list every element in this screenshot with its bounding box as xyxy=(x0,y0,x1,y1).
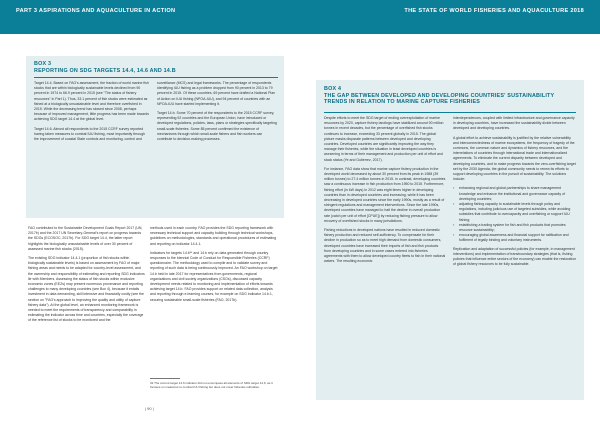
box3-title: REPORTING ON SDG TARGETS 14.4, 14.6 AND 14.B xyxy=(34,67,176,74)
box3-paragraph: Target 14.4. Based on FAO's assessment, the fraction of world marine fish stocks that are within biologically sustainable levels declined from 90 percent in 1974 to 66.9 percent in 2015 (see "The status of fishery resources" in Part 1). Thus, 33.1 percent of fish stocks were estimated as fished at a biologically unsustainable level and therefore overfished in 2015. While the decreasing trend has slowed since 2008, perhaps because of improved management, little progress has been made towards achieving SDG target 14.4 at the global level. xyxy=(34,81,149,122)
box4-paragraph: Fishing reductions in developed nations have resulted in reduced domestic fishery production and reduced self-sufficiency. To compensate for their decline in production so as to meet high demand from domestic consumers, developed countries have increased their imports of fish and fish products from developing countries and in some cases entered into fisheries agreements with them to allow developed country fleets to fish in their national waters. The resulting economic xyxy=(324,228,446,264)
box4-paragraph: A global effort to achieve sustainability is justified by the relative vulnerability and interconnectedness of marine ecosystems, the frequency of tragedy of the commons, the common nature and dynamics of fishery resources, and the interrelations of countries through international trade and internationalized agreements. To eliminate the current disparity between developed and developing countries, and to make progress towards the zero-overfishing target set by the 2030 Agenda, the global community needs to renew its efforts to support developing countries in the pursuit of sustainability. The solutions include: xyxy=(453,135,576,182)
list-item: ▪ encouraging global awareness and financial support for ratification and fulfilment of legally binding and voluntary instruments. xyxy=(459,233,576,243)
box4-heading xyxy=(324,86,576,106)
body-paragraph: methods used in each country. FAO provides the SDG reporting framework with necessary technical support and capacity building through technical workshops, guidelines on methodologies, standards and operational procedures of estimating and reporting on indicator 14.4.1. xyxy=(150,226,277,246)
box4-solution-list xyxy=(453,186,576,243)
box4-paragraph: interdependences, coupled with limited infrastructure and governance capacity in developing countries, have increased the sustainability divide between developed and developing countries. xyxy=(453,116,575,131)
box4-rule xyxy=(324,112,576,113)
box4-paragraph: Replication and adaptation of successful policies (for example, in management interventions) and implementation of transboundary strategies (that is, fishing policies that influence entire sectors of the economy) can enable the restoration of global fishery resources to be fully sustainable. xyxy=(453,246,576,267)
list-item: ▪ establishing a trading system for fish and fish products that promotes resource sustainability; xyxy=(459,223,576,233)
body-paragraph: FAO contributed to the Sustainable Development Goals Report 2017 (UN, 2017b) and the 2017 UN Secretary-General's report on progress towards the SDGs (ECOSOC, 2017b). For SDG target 14.4, the latter report highlights the biologically unsustainable levels of over 30 percent of assessed marine fish stocks (2015). xyxy=(28,226,143,251)
footnote-rule xyxy=(150,378,180,379)
header-bar xyxy=(0,0,600,34)
box4-column-2 xyxy=(453,116,576,271)
box4-paragraph: For instance, FAO data show that marine capture fishery production in the developed world decreased by about 30 percent from its peak in 1988 (39 million tonnes) to 27.4 million tonnes in 2015. In contrast, developing countries saw a continuous increase in fish production from 1950 to 2015. Furthermore, fishing effort (in kW days) in 2012 was eight times higher in developing countries than in developed countries and increasing, while it has been decreasing in developed countries since the early 1990s, mostly as a result of stringent regulations and management interventions. Since the late 1990s, developed countries have managed to halt the decline in overall production rate (catch per unit of effort [CPUE]) by reducing fishing pressure to allow recovery of overfished stocks in many jurisdictions. xyxy=(324,166,446,223)
box3-paragraph: Target 14.b. Some 70 percent of the respondents to the 2015 CCRF survey, representing 92 countries and the European Union, have introduced or developed regulations, policies, laws, plans or strategies specifically targeting small-scale fisheries. Some 85 percent confirmed the existence of mechanisms through which small-scale fishers and fish workers can contribute to decision-making processes. xyxy=(157,111,277,142)
box3-column-1 xyxy=(34,81,150,146)
box3-number: BOX 3 xyxy=(34,61,52,67)
footnote: 32 The current target 14.6 indicator did not encompass all elements of SDG target 14.6, as it focuses on measures to combat IUU fishing but does not cover fisheries subsidies. xyxy=(150,381,273,390)
body-paragraph: Indicators for targets 14.6** and 14.b rely on data generated through country responses to the biennial Code of Conduct for Responsible Fisheries (CCRF) questionnaire. The methodology used to compile and to validate survey and reporting of such data is being continuously improved. An FAO workshop on target 14.b held in late 2017 for representatives from governments, regional organizations and civil society organizations (CSOs), discussed capacity development needs related to monitoring and implementation of efforts towards achieving target 14.b. FAO provides support on related data collection, analysis and reporting through e-learning courses, for example on SDG indicator 14.b.1, securing sustainable small-scale fisheries (FAO, 2017b). xyxy=(150,250,278,302)
running-header-right: THE STATE OF WORLD FISHERIES AND AQUACULTURE 2018 xyxy=(404,8,584,14)
box3-rule xyxy=(34,77,278,78)
box3-column-2 xyxy=(157,81,278,146)
box4-column-1 xyxy=(324,116,446,268)
box3-paragraph: surveillance (MCS) and legal frameworks. The percentage of respondents identifying IUU fishing as a problem dropped from 90 percent in 2013 to 79 percent in 2015. Of these countries, 69 percent have drafted a National Plan of Action on IUU fishing (NPOA-IUU), and 94 percent of countries with an NPOA-IUU have started implementing it. xyxy=(157,81,276,106)
box3-heading xyxy=(34,61,278,74)
page-number: | 90 | xyxy=(145,406,154,411)
main-left-column-2 xyxy=(150,226,278,307)
list-item: ▪ adjusting fishing capacity to sustainable levels through policy and regulations, including judicious use of targeted subsidies, while avoiding subsidies that contribute to overcapacity and overfishing or support IUU fishing; xyxy=(459,202,576,223)
body-paragraph: The existing SDG indicator 14.4.1 (proportion of fish stocks within biologically sustainable levels) is based on assessment by FAO of major fishing areas and needs to be adapted for country-level assessment, and the ownership and responsibility of estimating and reporting SDG indicators lie with Members. Assessing the status of fish stocks within exclusive economic zones (EEZs) may present numerous provenance and reporting challenges to many developing countries (see Box 4), because it entails investment in data demanding, skill intensive and financially costly (see the section on "FAO's approach to improving the quality and utility of capture fishery data"). At the global level, an enhanced monitoring framework is needed to meet the requirements of transparency and comparability in estimating the indicator across time and countries, especially the coverage of the reference list of stocks to be monitored and the xyxy=(28,256,145,323)
main-left-column-1 xyxy=(28,226,145,328)
box4-paragraph: Despite efforts to meet the SDG target of ending overexploitation of marine resources by 2020, capture fishery landings have stabilized around 90 million tonnes in recent decades, but the percentage of overfished fish stocks continues to increase, exceeding 33 percent globally in 2015. The global picture masks disparate patterns between developed and developing countries. Developed countries are significantly improving the way they manage their fisheries, while the situation in least developed countries is worsening in terms of their management and production per unit of effort and stock status (Ye and Gutierrez, 2017). xyxy=(324,116,444,162)
box4-number: BOX 4 xyxy=(324,86,342,92)
list-item: ▪ enhancing regional and global partnerships to share management knowledge and enhance the institutional and governance capacity of developing countries; xyxy=(459,186,576,202)
box4-title: THE GAP BETWEEN DEVELOPED AND DEVELOPING COUNTRIES' SUSTAINABILITY TRENDS IN RELATION TO MARINE CAPTURE FISHERIES xyxy=(324,92,555,106)
running-header-left: PART 3 ASPIRATIONS AND AQUACULTURE IN ACTION xyxy=(16,8,176,14)
box3-paragraph: Target 14.6. Almost all respondents to the 2015 CCRF survey reported having taken measures to combat IUU fishing, most importantly through the improvement of coastal State controls and monitoring, control and xyxy=(34,126,146,142)
